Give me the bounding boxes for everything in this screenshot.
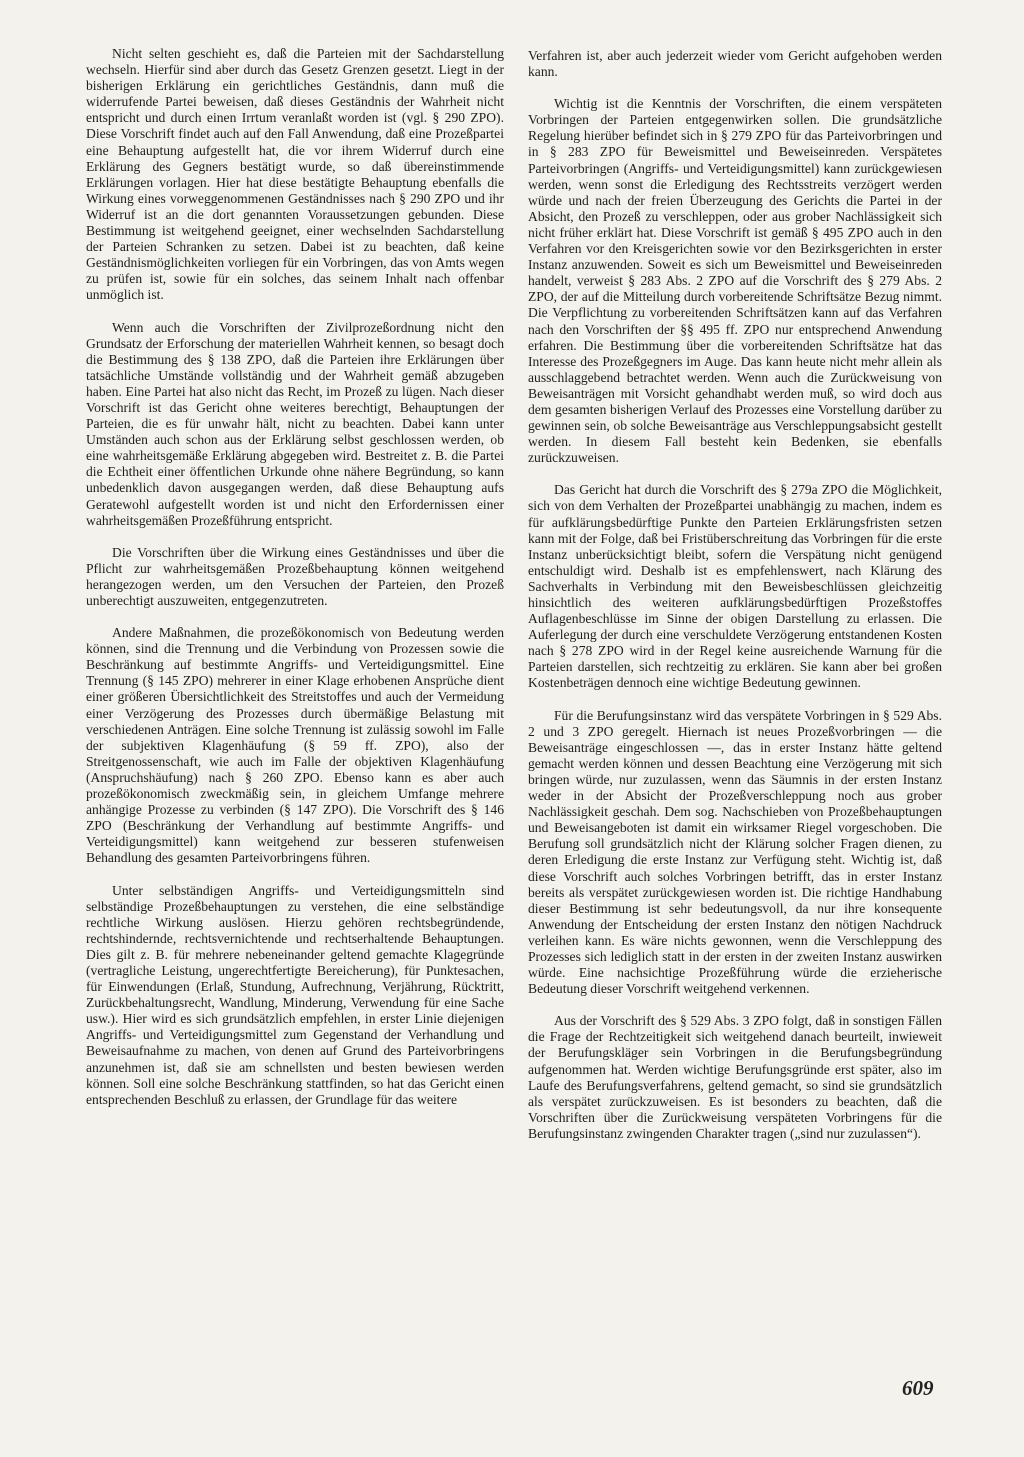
paragraph: Andere Maßnahmen, die prozeßökonomisch von Bedeutung werden können, sind die Trennung und die Verbindung von Prozessen sowie die Beschränkung auf bestimmte Angriffs- und Verteidigungsmittel. Eine Trennung (§ 145 ZPO) mehrerer in einer Klage erhobenen Ansprüche dient einer größeren Übersichtlichkeit des Streitstoffes und auch der Vermeidung einer Verzögerung des Prozesses durch übermäßige Belastung mit verschiedenen Anträgen. Eine solche Trennung ist zulässig sowohl im Falle der subjektiven Klagenhäufung (§ 59 ff. ZPO), also der Streitgenossenschaft, wie auch im Falle der objektiven Klagenhäufung (Anspruchshäufung) nach § 260 ZPO. Ebenso kann es aber auch prozeßökonomisch zweckmäßig sein, in gleichem Umfange mehrere anhängige Prozesse zu verbinden (§ 147 ZPO). Die Vorschrift des § 146 ZPO (Beschränkung der Verhandlung auf bestimmte Angriffs- und Verteidigungsmittel) kann weitgehend zur besseren stufenweisen Behandlung des gesamten Parteivorbringens führen. [86,625,504,866]
paragraph-continuation: Verfahren ist, aber auch jederzeit wieder vom Gericht aufgehoben werden kann. [528,48,942,80]
paragraph: Unter selbständigen Angriffs- und Verteidigungsmitteln sind selbständige Prozeßbehauptungen zu verstehen, die eine selbständige rechtliche Wirkung auslösen. Hierzu gehören rechtsbegründende, rechtshindernde, rechtsvernichtende und rechtserhaltende Behauptungen. Dies gilt z. B. für mehrere nebeneinander geltend gemachte Klagegründe (vertragliche Leistung, ungerechtfertigte Bereicherung), für Punktesachen, für Einwendungen (Erlaß, Stundung, Aufrechnung, Verjährung, Rücktritt, Zurückbehaltungsrecht, Wandlung, Minderung, Verwendung für eine Sache usw.). Hier wird es sich grundsätzlich empfehlen, in erster Linie diejenigen Angriffs- und Verteidigungsmittel zum Gegenstand der Verhandlung und Beweisaufnahme zu machen, von denen auf Grund des Parteivorbringens anzunehmen ist, daß sie am schnellsten und besten bewiesen werden können. Soll eine solche Beschränkung stattfinden, so hat das Gericht einen entsprechenden Beschluß zu erlassen, der Grundlage für das weitere [86,882,504,1107]
right-column [528,48,942,1142]
paragraph: Wichtig ist die Kenntnis der Vorschriften, die einem verspäteten Vorbringen der Parteien entgegenwirken sollen. Die grundsätzliche Regelung hierüber befindet sich in § 279 ZPO für das Parteivorbringen und in § 283 ZPO für Beweismittel und Beweiseinreden. Verspätetes Parteivorbringen (Angriffs- und Verteidigungsmittel) kann zurückgewiesen werden, wenn sonst die Erledigung des Rechtsstreits verzögert werden würde und nach der freien Überzeugung des Gerichts die Partei in der Absicht, den Prozeß zu verschleppen, oder aus grober Nachlässigkeit sich nicht früher erklärt hat. Diese Vorschrift ist gemäß § 495 ZPO auch in den Verfahren vor den Kreisgerichten sowie vor den Bezirksgerichten in erster Instanz anzuwenden. Soweit es sich um Beweismittel und Beweiseinreden handelt, verweist § 283 Abs. 2 ZPO auf die Vorschrift des § 279 Abs. 2 ZPO, der auf die Mitteilung durch vorbereitende Schriftsätze Bezug nimmt. Die Verpflichtung zu vorbereitenden Schriftsätzen kann auf das Verfahren nach den Vorschriften der §§ 495 ff. ZPO nur entsprechend Anwendung erfahren. Die Bestimmung über die vorbereitenden Schriftsätze hat das Interesse des Prozeßgegners im Auge. Das kann heute nicht mehr allein als ausschlaggebend betrachtet werden. Wenn auch die Zurückweisung von Beweisanträgen mit Vorsicht gehandhabt werden muß, so wird doch aus dem gesamten bisherigen Verlauf des Prozesses eine Vorstellung darüber zu gewinnen sein, ob solche Beweisanträge aus Verschleppungsabsicht gestellt werden. In diesem Fall besteht kein Bedenken, sie ebenfalls zurückzuweisen. [528,96,942,466]
paragraph: Nicht selten geschieht es, daß die Parteien mit der Sachdarstellung wechseln. Hierfür sind aber durch das Gesetz Grenzen gesetzt. Liegt in der bisherigen Erklärung ein gerichtliches Geständnis, dann muß die widerrufende Partei beweisen, daß dieses Geständnis der Wahrheit nicht entspricht und durch einen Irrtum veranlaßt worden ist (vgl. § 290 ZPO). Diese Vorschrift findet auch auf den Fall Anwendung, daß eine Prozeßpartei eine Behauptung aufgestellt hat, die vor ihrem Widerruf durch eine Erklärung des Gegners bestätigt wurde, so daß übereinstimmende Erklärungen vorlagen. Hier hat diese bestätigte Behauptung ebenfalls die Wirkung eines vorweggenommenen Geständnisses nach § 290 ZPO und ihr Widerruf ist an die dort genannten Voraussetzungen gebunden. Diese Bestimmung ist weitgehend geeignet, einer wechselnden Sachdarstellung der Parteien Schranken zu setzen. Dabei ist zu beachten, daß keine Geständnismöglichkeiten vorliegen für ein Vorbringen, das von Amts wegen zu prüfen ist, sowie für ein solches, das seinem Inhalt nach offenbar unmöglich ist. [86,46,504,303]
page-number: 609 [902,1376,934,1400]
paragraph: Für die Berufungsinstanz wird das verspätete Vorbringen in § 529 Abs. 2 und 3 ZPO geregelt. Hiernach ist neues Prozeßvorbringen — die Beweisanträge eingeschlossen —, das in erster Instanz hätte geltend gemacht werden können und dessen Beachtung eine Verzögerung mit sich bringen würde, nur zuzulassen, wenn das Säumnis in der ersten Instanz weder in der Absicht der Prozeßverschleppung noch aus grober Nachlässigkeit geschah. Dem sog. Nachschieben von Prozeßbehauptungen und Beweisangeboten ist damit ein wirksamer Riegel vorgeschoben. Die Berufung soll grundsätzlich nicht der Klärung solcher Fragen dienen, zu deren Erledigung die erste Instanz zur Verfügung steht. Wichtig ist, daß diese Vorschrift auch solches Vorbringen betrifft, das in erster Instanz bereits als verspätet zurückgewiesen worden ist. Die richtige Handhabung dieser Bestimmung ist sehr bedeutungsvoll, da nur ihre konsequente Anwendung der Entscheidung der ersten Instanz den nötigen Nachdruck verleihen kann. Es wäre nichts gewonnen, wenn die Verschleppung des Prozesses sich lediglich statt in der ersten in der zweiten Instanz auswirken würde. Eine nachsichtige Prozeßführung würde die erzieherische Bedeutung dieser Vorschrift weitgehend verkennen. [528,707,942,997]
paragraph: Die Vorschriften über die Wirkung eines Geständnisses und über die Pflicht zur wahrheitsgemäßen Prozeßbehauptung können weitgehend herangezogen werden, um den Versuchen der Parteien, den Prozeß unberechtigt auszuweiten, entgegenzutreten. [86,544,504,608]
paragraph: Aus der Vorschrift des § 529 Abs. 3 ZPO folgt, daß in sonstigen Fällen die Frage der Rechtzeitigkeit sich weitgehend danach beurteilt, inwieweit der Berufungskläger sein Vorbringen in die Berufungsbegründung aufgenommen hat. Werden wichtige Berufungsgründe erst später, also im Laufe des Berufungsverfahrens, geltend gemacht, so sind sie grundsätzlich als verspätet zurückzuweisen. Es ist besonders zu beachten, daß die Vorschriften über die Zurückweisung verspäteten Vorbringens für die Berufungsinstanz zwingenden Charakter tragen („sind nur zuzulassen“). [528,1013,942,1141]
paragraph: Das Gericht hat durch die Vorschrift des § 279a ZPO die Möglichkeit, sich von dem Verhalten der Prozeßpartei unabhängig zu machen, indem es für aufklärungsbedürftige Punkte den Parteien Erklärungsfristen setzen kann mit der Folge, daß bei Fristüberschreitung das Vorbringen für die erste Instanz unberücksichtigt bleibt, sofern die Verspätung nicht genügend entschuldigt wird. Deshalb ist es empfehlenswert, nach Klärung des Sachverhalts in Verbindung mit den Beweisbeschlüssen gleichzeitig hinsichtlich des weiteren aufklärungsbedürftigen Prozeßstoffes Auflagenbeschlüsse im Sinne der obigen Darstellung zu erlassen. Die Auferlegung der durch eine verschuldete Verzögerung entstandenen Kosten nach § 278 ZPO wird in der Regel keine ausreichende Warnung für die Parteien darstellen, sich rechtzeitig zu erklären. Sie kann aber bei großen Kostenbeträgen dennoch eine wichtige Bedeutung gewinnen. [528,482,942,691]
paragraph: Wenn auch die Vorschriften der Zivilprozeßordnung nicht den Grundsatz der Erforschung der materiellen Wahrheit kennen, so besagt doch die Bestimmung des § 138 ZPO, daß die Parteien ihre Erklärungen über tatsächliche Umstände vollständig und der Wahrheit gemäß abzugeben haben. Eine Partei hat also nicht das Recht, im Prozeß zu lügen. Nach dieser Vorschrift ist das Gericht ohne weiteres berechtigt, Behauptungen der Parteien, die es für unwahr hält, nicht zu beachten. Dabei kann unter Umständen auch schon aus der Erklärung selbst geschlossen werden, ob eine wahrheitsgemäße Erklärung abgegeben wird. Bestreitet z. B. die Partei die Echtheit einer öffentlichen Urkunde ohne nähere Begründung, so kann unbedenklich davon ausgegangen werden, daß diese Behauptung aufs Geratewohl aufgestellt worden ist und nicht den Erfordernissen einer wahrheitsgemäßen Prozeßführung entspricht. [86,319,504,528]
left-column [86,46,504,1108]
